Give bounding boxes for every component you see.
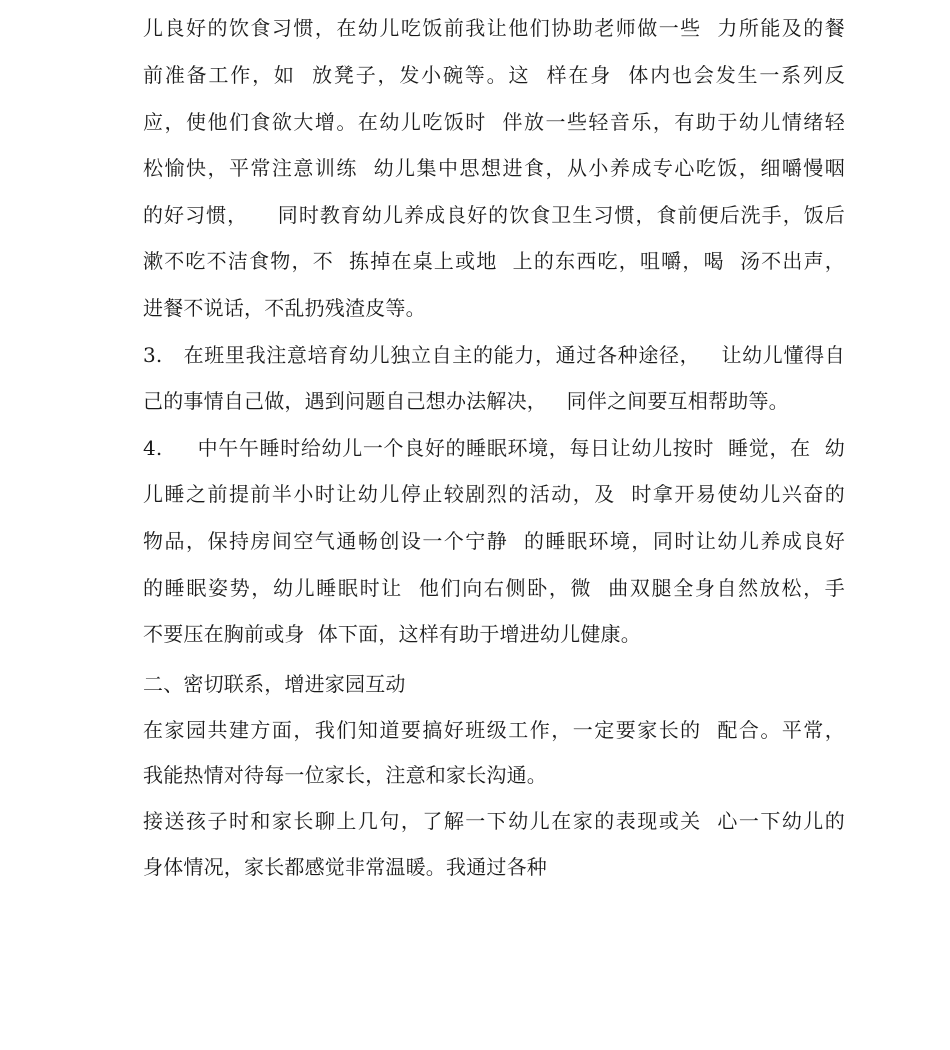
text-line: 儿良好的饮食习惯，在幼儿吃饭前我让他们协助老师做一些 力所能及的餐 [143, 16, 845, 40]
list-item-4-line: 物品，保持房间空气通畅创设一个宁静 的睡眠环境，同时让幼儿养成良好 [143, 529, 845, 553]
list-item-3-line: 3. 在班里我注意培育幼儿独立自主的能力，通过各种途径， 让幼儿懂得自 [143, 343, 845, 367]
text-line: 进餐不说话，不乱扔残渣皮等。 [143, 296, 426, 320]
text-line: 身体情况，家长都感觉非常温暖。我通过各种 [143, 855, 547, 879]
list-item-4-line: 4. 中午午睡时给幼儿一个良好的睡眠环境，每日让幼儿按时 睡觉，在 幼 [143, 436, 845, 460]
text-line: 前准备工作，如 放凳子，发小碗等。这 样在身 体内也会发生一系列反 [143, 63, 845, 87]
text-line: 漱不吃不洁食物，不 拣掉在桌上或地 上的东西吃，咀嚼，喝 汤不出声， [143, 249, 845, 273]
text-line: 我能热情对待每一位家长，注意和家长沟通。 [143, 763, 547, 787]
text-line: 应，使他们食欲大增。在幼儿吃饭时 伴放一些轻音乐，有助于幼儿情绪轻 [143, 110, 845, 134]
list-item-4-line: 的睡眠姿势，幼儿睡眠时让 他们向右侧卧，微 曲双腿全身自然放松，手 [143, 576, 845, 600]
text-line: 的好习惯， 同时教育幼儿养成良好的饮食卫生习惯，食前便后洗手，饭后 [143, 203, 845, 227]
list-item-4-line: 儿睡之前提前半小时让幼儿停止较剧烈的活动，及 时拿开易使幼儿兴奋的 [143, 482, 845, 506]
text-line: 接送孩子时和家长聊上几句，了解一下幼儿在家的表现或关 心一下幼儿的 [143, 809, 845, 833]
list-item-3-line: 己的事情自己做，遇到问题自己想办法解决， 同伴之间要互相帮助等。 [143, 389, 789, 413]
text-line: 在家园共建方面，我们知道要搞好班级工作，一定要家长的 配合。平常， [143, 718, 845, 742]
section-heading: 二、密切联系，增进家园互动 [143, 672, 406, 696]
text-line: 松愉快，平常注意训练 幼儿集中思想进食，从小养成专心吃饭，细嚼慢咽 [143, 156, 845, 180]
list-item-4-line: 不要压在胸前或身 体下面，这样有助于增进幼儿健康。 [143, 622, 641, 646]
